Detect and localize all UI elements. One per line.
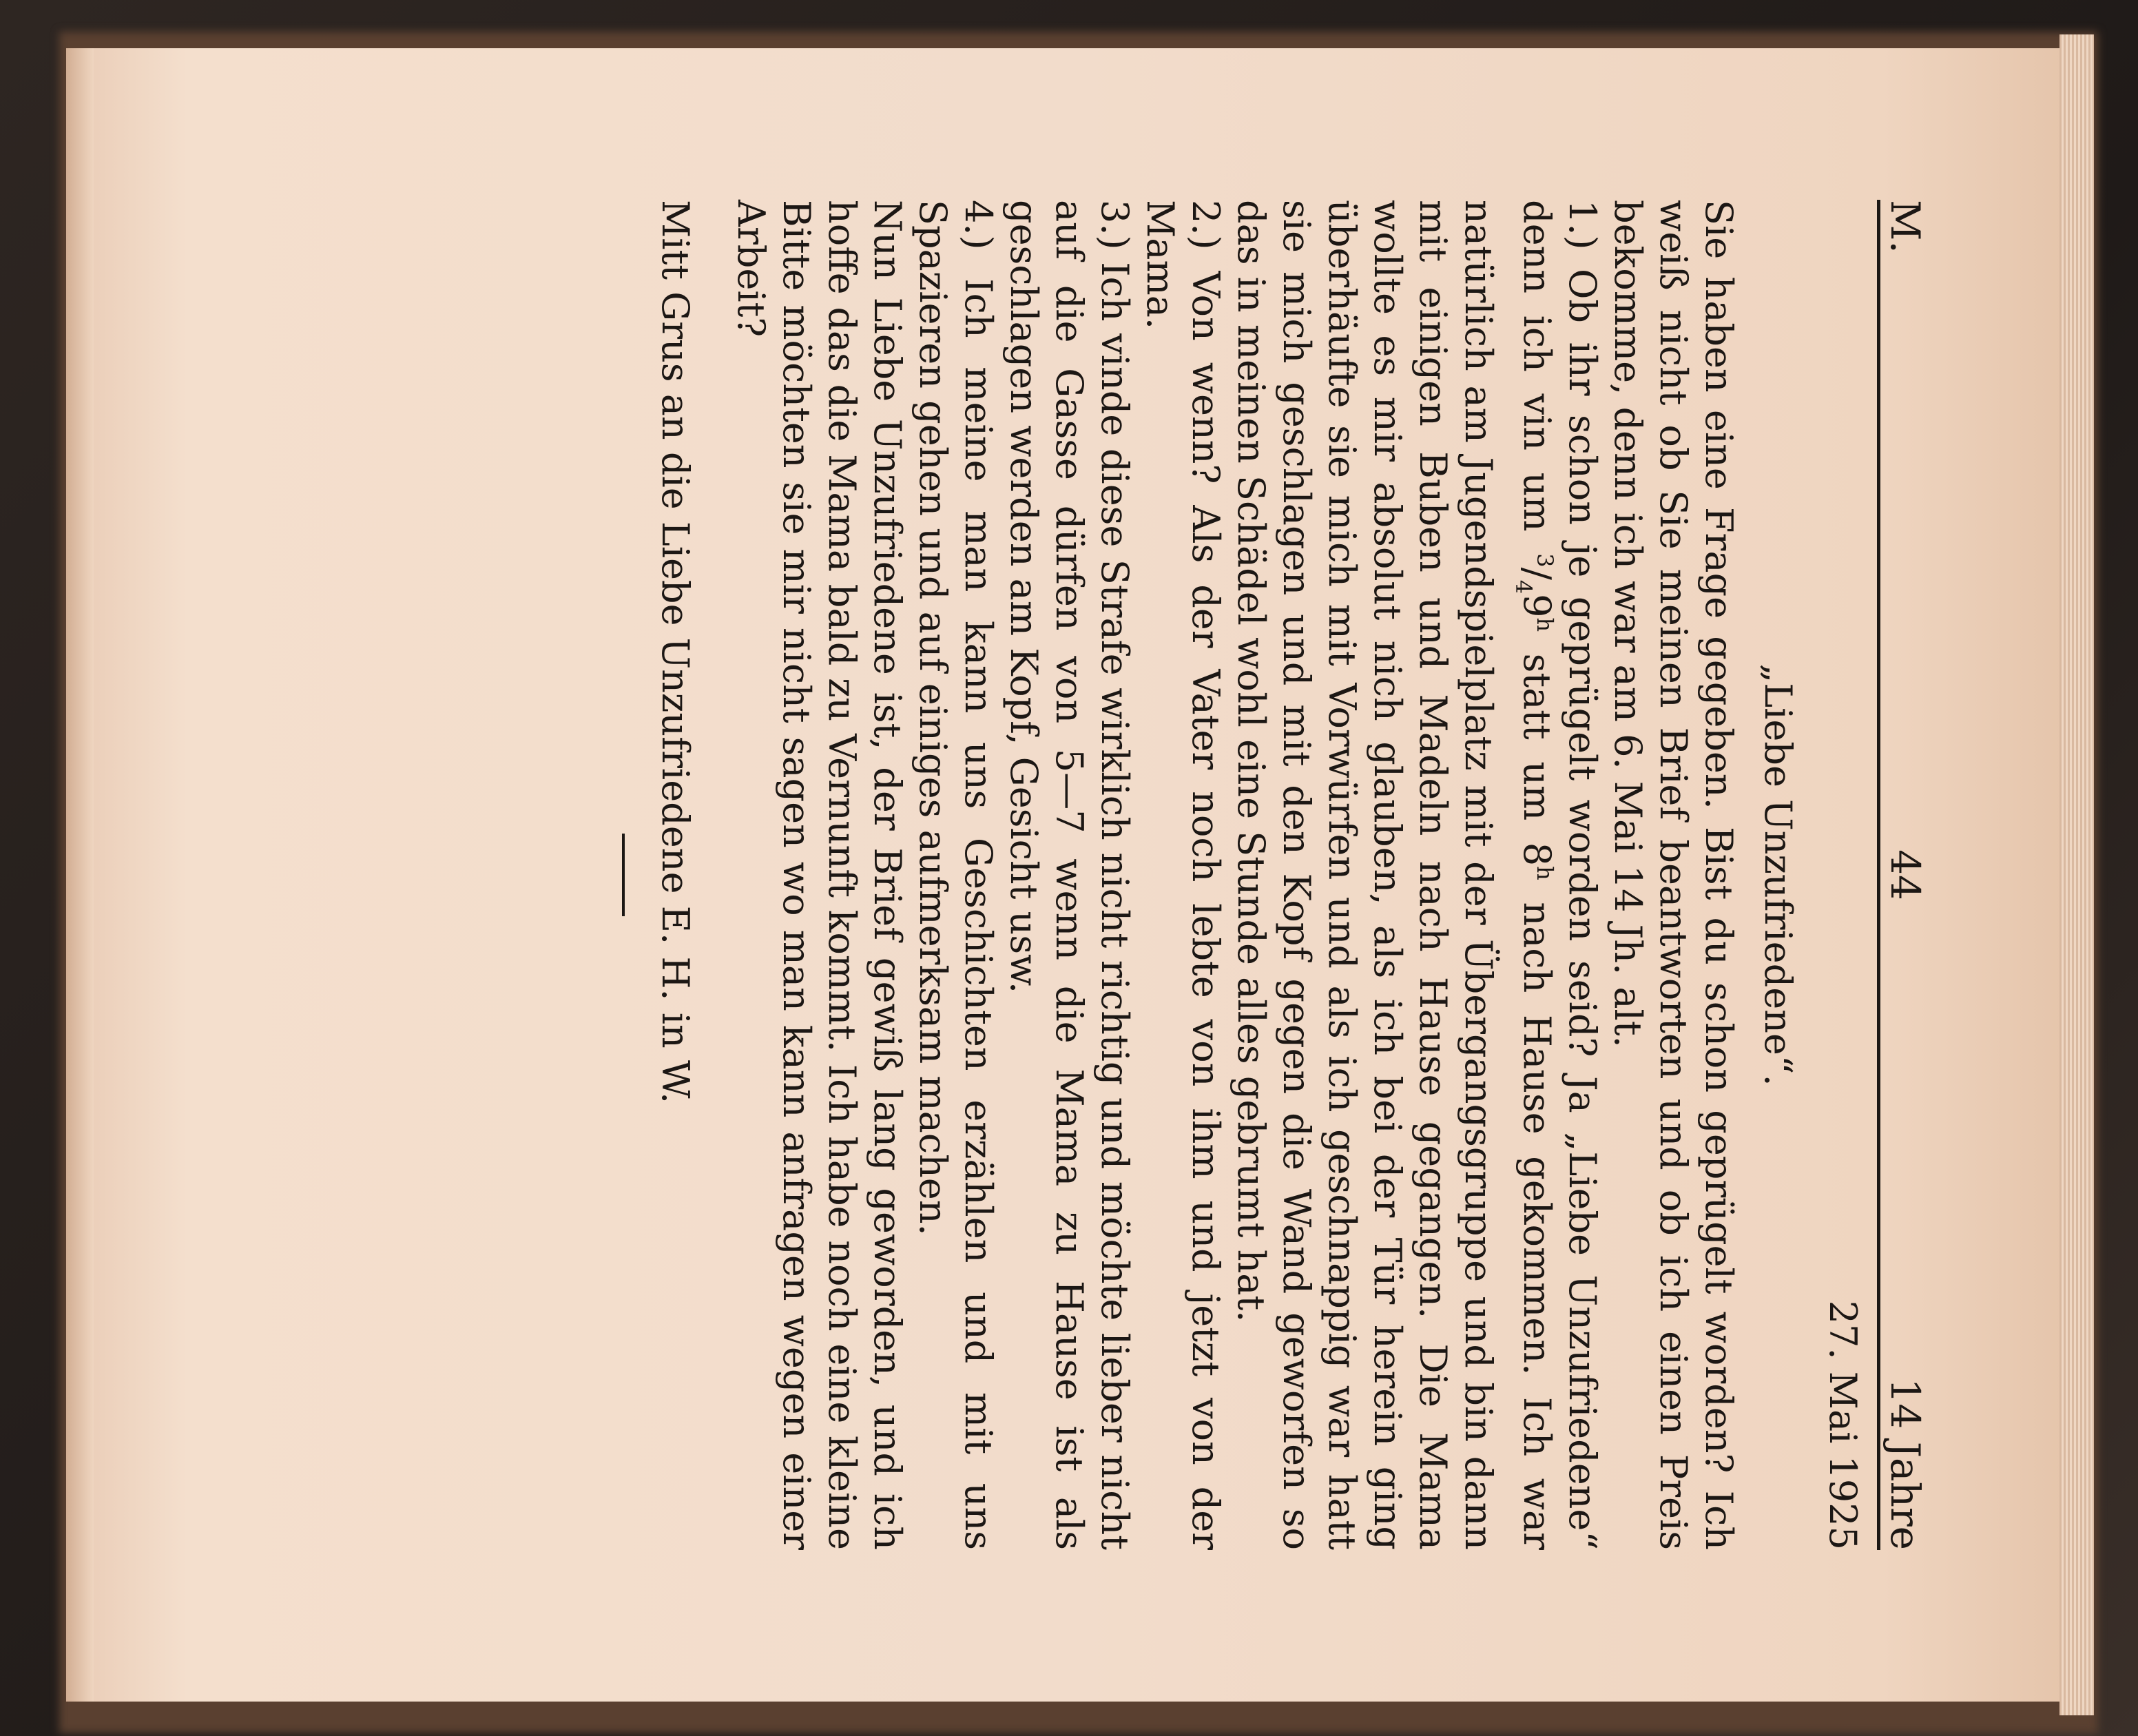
letter-title: „Liebe Unzufriedene“. <box>1756 663 1800 1086</box>
paragraph-2: 2.) Von wenn? Als der Vater noch lebte von ihm und jetzt von der Mama. <box>1139 200 1228 1550</box>
section-divider <box>622 834 625 916</box>
running-header <box>1877 200 1929 1550</box>
paragraph-1: 1.) Ob ihr schon je geprügelt worden seid? Ja „Liebe Unzufriedene“ denn ich vin um $^3/_49^h$ statt um 8$^h$ nach Hause gekommen. Ich war natürlich am Jugendspielplatz mit der Übergangsgruppe und bin dann mit einigen Buben und Madeln nach Hause gegangen. Die Mama wollte es mir absolut nich glauben, als ich bei der Tür herein ging überhäufte sie mich mit Vorwürfen und als ich geschnappig war hatt sie mich geschlagen und mit den Kopf gegen die Wand geworfen so das in meinen Schädel wohl eine Stunde alles gebrumt hat. <box>1229 200 1604 1550</box>
header-age: 14 Jahre <box>1882 1378 1929 1550</box>
page-content <box>207 131 1929 1619</box>
letter-signature: Mitt Grus an die Liebe Unzufriedene E. H. in W. <box>654 200 698 1104</box>
paragraph-intro: Sie haben eine Frage gegeben. Bist du schon geprügelt worden? Ich weiß nicht ob Sie meinen Brief beantworten und ob ich einen Preis bekomme, denn ich war am 6. Mai 14 Jh. alt. <box>1606 200 1741 1550</box>
page-number: 44 <box>1882 849 1929 900</box>
header-initial: M. <box>1882 200 1929 254</box>
letter-body <box>622 200 1865 1550</box>
page-edges <box>2059 34 2094 1715</box>
letter-date: 27. Mai 1925 <box>1821 1300 1865 1550</box>
paragraph-3: 3.) Ich vinde diese Strafe wirklich nicht richtig und möchte lieber nicht auf die Gasse dürfen von 5—7 wenn die Mama zu Hause ist als geschlagen werden am Kopf, Gesicht usw. <box>1002 200 1137 1550</box>
paragraph-closing: Nun Liebe Unzufriedene ist, der Brief gewiß lang geworden, und ich hoffe das die Mama bald zu Vernunft kommt. Ich habe noch eine kleine Bitte möchten sie mir nicht sagen wo man kann anfragen wegen einer Arbeit? <box>729 200 910 1550</box>
page-gutter <box>66 48 94 1702</box>
paragraph-4: 4.) Ich meine man kann uns Geschichten erzählen und mit uns Spazieren gehen und auf einiges aufmerksam machen. <box>911 200 1001 1550</box>
